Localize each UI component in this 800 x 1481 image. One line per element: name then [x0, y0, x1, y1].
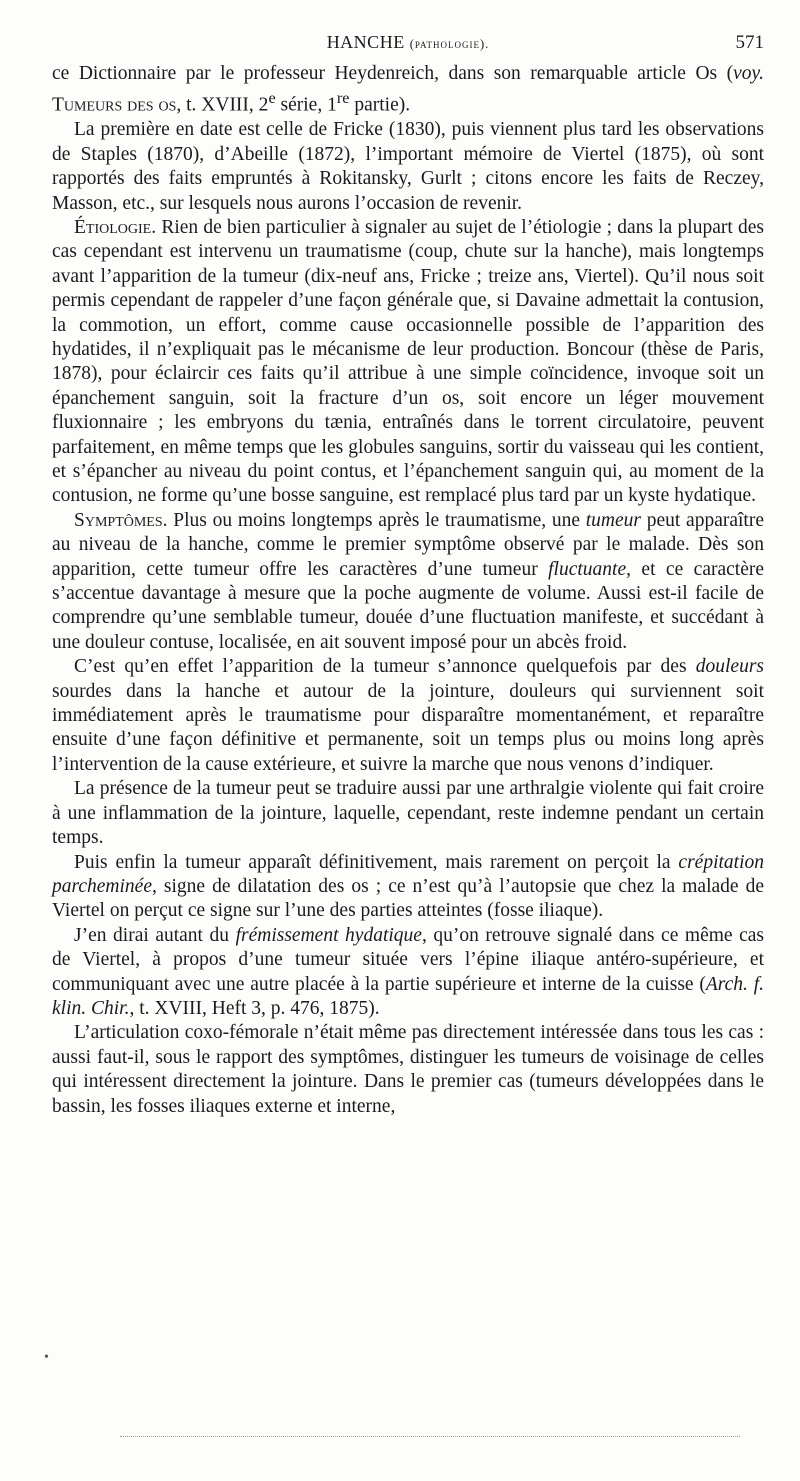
running-header: [52, 32, 764, 58]
text-run: , t. XVIII, 2: [176, 94, 269, 116]
italic-run: voy.: [733, 63, 764, 84]
italic-run: fluctuante: [548, 558, 627, 580]
text-run: Puis enfin la tumeur apparaît définitivement, mais rarement on perçoit la: [74, 851, 679, 873]
bleed-through-line: [120, 1436, 740, 1439]
text-run: C’est qu’en effet l’apparition de la tumeur s’annonce quelquefois par des: [74, 656, 696, 678]
section-label-etiologie: Étiologie.: [74, 216, 157, 238]
running-title-main: HANCHE: [326, 32, 405, 52]
section-label-symptomes: Symptômes.: [74, 509, 168, 531]
text-run: , qu’on retrouve signalé dans ce même cas de Viertel, à propos d’une tumeur située vers l’épine iliaque antéro-supérieure, et communiquant avec une autre placée à la partie supérieure et interne de la cuisse (: [52, 924, 765, 995]
paragraph-douleurs: [52, 655, 764, 777]
italic-run: tumeur: [585, 509, 642, 531]
text-run: , signe de dilatation des os ; ce n’est qu’à l’autopsie que chez la malade de Viertel on perçut ce signe sur l’une des parties atteintes (fosse iliaque).: [52, 875, 764, 922]
paragraph-continuation: [52, 62, 764, 118]
stray-ink-mark: •: [44, 1350, 49, 1365]
text-run: J’en dirai autant du: [74, 924, 236, 946]
paragraph-fremissement: [52, 924, 764, 1022]
text-run: série, 1: [275, 94, 337, 116]
italic-run: douleurs: [695, 656, 764, 678]
paragraph-etiologie: [52, 216, 764, 509]
superscript: e: [268, 89, 276, 108]
text-run: , et ce caractère s’accentue davantage à mesure que la poche augmente de volume. Aussi est-il facile de comprendre qu’une semblable tumeur, douée d’une fluctuation manifeste, et succédant à une douleur contuse, localisée, en ait souvent imposé pour un abcès froid.: [52, 558, 765, 653]
text-run: ce Dictionnaire par le professeur Heydenreich, dans son remarquable article Os (: [52, 63, 734, 84]
page-number: 571: [735, 32, 764, 53]
text-run: Rien de bien particulier à signaler au sujet de l’étiologie ; dans la plupart des cas cependant est intervenu un traumatisme (coup, chute sur la hanche), mais longtemps avant l’apparition de la tumeur (dix-neuf ans, Fricke ; treize ans, Viertel). Qu’il nous soit permis cependant de rappeler d’une façon générale que, si Davaine admettait la contusion, la commotion, un effort, comme cause occasionnelle possible de l’apparition des hydatides, il n’expliquait pas le mécanisme de leur production. Boncour (thèse de Paris, 1878), pour éclaircir ces faits qu’il attribue à une simple coïncidence, invoque soit un épanchement sanguin, soit la fracture d’un os, soit encore un léger mouvement fluxionnaire ; les embryons du tænia, entraînés dans le torrent circulatoire, peuvent parfaitement, en même temps que les globules sanguins, sortir du vaisseau qui les contient, et s’épancher au niveau du point contus, et l’épanchement sanguin qui, au moment de la contusion, ne forme qu’une bosse sanguine, est remplacé plus tard par un kyste hydatique.: [52, 216, 764, 507]
paragraph-history: La première en date est celle de Fricke (1830), puis viennent plus tard les observations de Staples (1870), d’Abeille (1872), l’important mémoire de Viertel (1875), où sont rapportés des faits empruntés à Rokitansky, Gurlt ; citons encore les faits de Reczey, Masson, etc., sur lesquels nous aurons l’occasion de revenir.: [52, 119, 764, 214]
paragraph-articulation: L’articulation coxo-fémorale n’était même pas directement intéressée dans tous les cas : aussi faut-il, sous le rapport des symptômes, distinguer les tumeurs de voisinage de celles qui intéressent directement la jointure. Dans le premier cas (tumeurs développées dans le bassin, les fosses iliaques externe et interne,: [52, 1022, 764, 1117]
citation: Arch. f. klin. Chir.: [52, 973, 764, 1019]
text-run: partie).: [349, 94, 411, 116]
body-text: [52, 62, 764, 1119]
italic-run: crépitation parcheminée: [52, 851, 764, 897]
paragraph-arthralgie: La présence de la tumeur peut se traduire aussi par une arthralgie violente qui fait croire à une inflammation de la jointure, laquelle, cependant, reste indemne pendant un certain temps.: [52, 778, 764, 849]
running-title: [52, 32, 764, 53]
text-run: Plus ou moins longtemps après le traumatisme, une: [167, 509, 586, 531]
text-run: peut apparaître au niveau de la hanche, comme le premier symptôme observé par le malade. Dès son apparition, cette tumeur offre les caractères d’une tumeur: [52, 509, 764, 580]
text-run: , t. XVIII, Heft 3, p. 476, 1875).: [129, 997, 380, 1019]
paragraph-symptomes: [52, 509, 764, 655]
text-run: sourdes dans la hanche et autour de la jointure, douleurs qui surviennent soit immédiatement après le traumatisme pour disparaître momentanément, et reparaître ensuite d’une façon définitive et permanente, soit un temps plus ou moins long après l’intervention de la cause extérieure, et suivre la marche que nous venons d’indiquer.: [52, 680, 764, 775]
italic-run: frémissement hydatique: [235, 924, 422, 946]
superscript: re: [336, 89, 350, 108]
running-title-sub: (pathologie).: [409, 37, 490, 51]
paragraph-crepitation: [52, 851, 764, 924]
cross-reference: Tumeurs des os: [52, 94, 177, 116]
